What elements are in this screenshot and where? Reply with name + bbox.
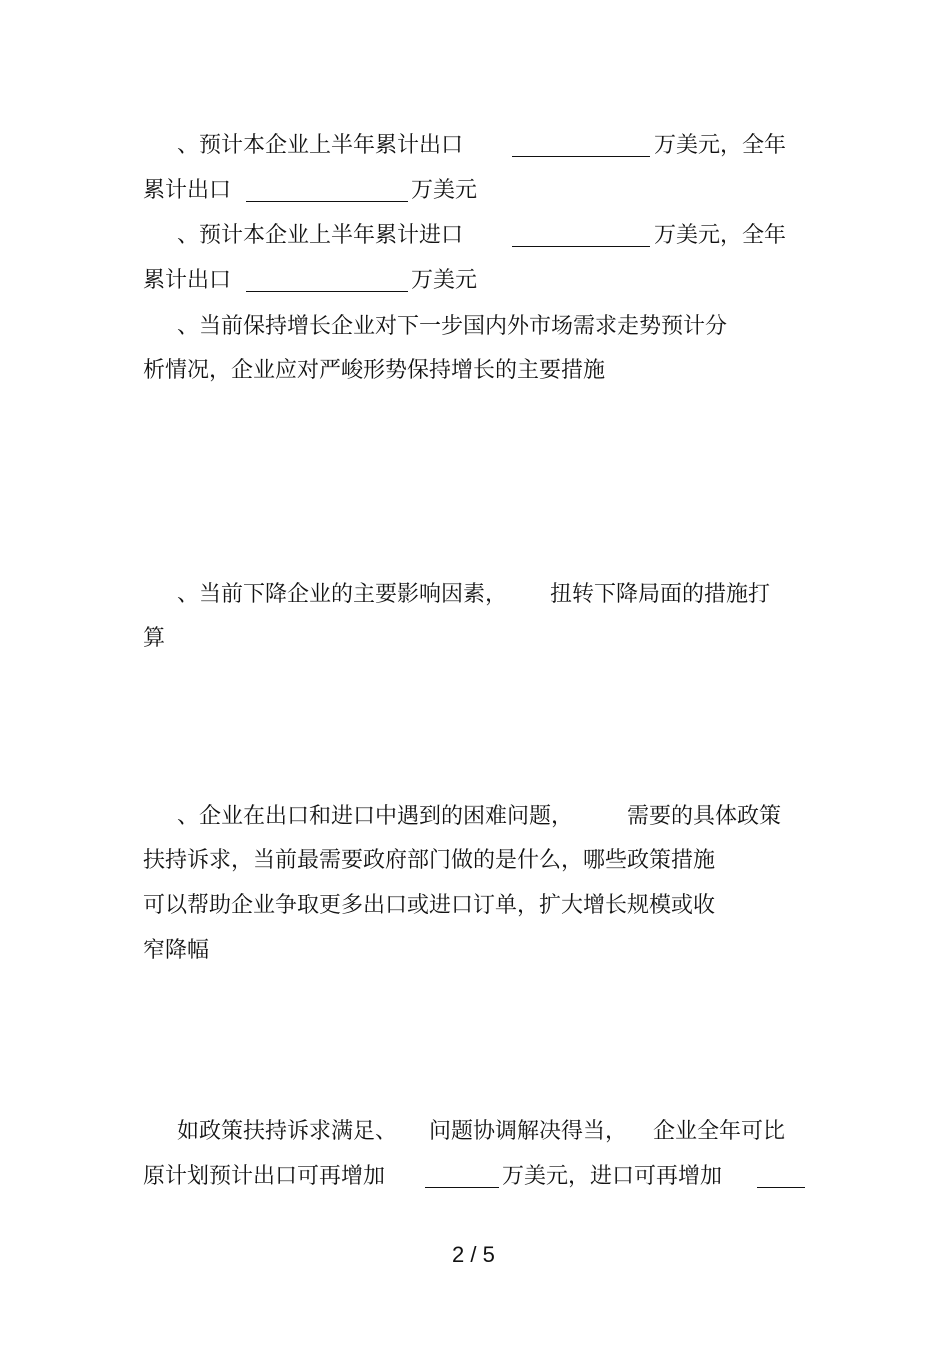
q2-import-halfyear-blank[interactable] (512, 246, 650, 247)
q5-question-line2: 扶持诉求，当前最需要政府部门做的是什么，哪些政策措施 (143, 848, 716, 873)
q2-annual-blank[interactable] (246, 291, 408, 292)
q3-question-line2: 析情况，企业应对严峻形势保持增长的主要措施 (143, 358, 606, 383)
q2-import-halfyear-label: 、预计本企业上半年累计进口 (177, 223, 464, 248)
q1-export-halfyear-label: 、预计本企业上半年累计出口 (177, 133, 464, 158)
q5-question-line1-a: 、企业在出口和进口中遇到的困难问题， (177, 804, 574, 829)
q2-unit-label: 万美元，全年 (654, 223, 787, 248)
q6-import-increase-blank[interactable] (757, 1187, 805, 1188)
q6-line1-b: 问题协调解决得当， (429, 1119, 628, 1144)
q6-line2-export-label: 原计划预计出口可再增加 (143, 1164, 386, 1189)
q5-question-line4: 窄降幅 (143, 938, 210, 963)
q2-annual-unit: 万美元 (411, 268, 478, 293)
q4-question-line1-a: 、当前下降企业的主要影响因素， (177, 582, 508, 607)
q2-annual-label: 累计出口 (143, 268, 232, 293)
q1-annual-blank[interactable] (246, 201, 408, 202)
q3-question-line1: 、当前保持增长企业对下一步国内外市场需求走势预计分 (177, 314, 728, 339)
q5-question-line3: 可以帮助企业争取更多出口或进口订单，扩大增长规模或收 (143, 893, 716, 918)
q4-question-line2: 算 (143, 626, 166, 651)
q1-export-halfyear-blank[interactable] (512, 156, 650, 157)
q6-line1-c: 企业全年可比 (653, 1119, 786, 1144)
q6-line2-import-label: 万美元，进口可再增加 (502, 1164, 723, 1189)
q6-export-increase-blank[interactable] (425, 1187, 499, 1188)
q5-question-line1-b: 需要的具体政策 (627, 804, 782, 829)
q1-annual-label: 累计出口 (143, 178, 232, 203)
q1-annual-unit: 万美元 (411, 178, 478, 203)
page-indicator: 2 / 5 (452, 1242, 495, 1267)
q1-unit-label: 万美元，全年 (654, 133, 787, 158)
q4-question-line1-b: 扭转下降局面的措施打 (550, 582, 771, 607)
q6-line1-a: 如政策扶持诉求满足、 (177, 1119, 398, 1144)
